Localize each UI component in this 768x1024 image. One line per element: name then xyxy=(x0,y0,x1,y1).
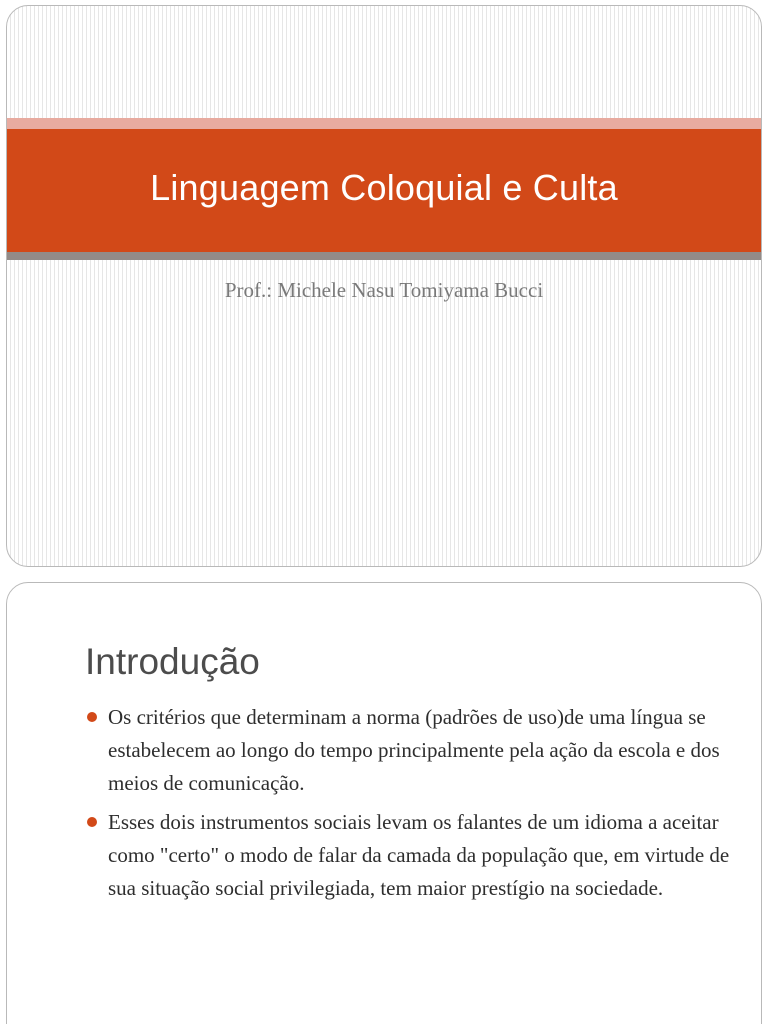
bullet-dot-icon xyxy=(87,712,97,722)
bullet-list xyxy=(87,701,737,911)
title-top-stripe xyxy=(7,118,761,129)
slide-title: Linguagem Coloquial e Culta xyxy=(150,166,618,208)
list-item xyxy=(87,701,737,800)
bullet-text: Os critérios que determinam a norma (padrões de uso)de uma língua se estabelecem ao longo do tempo principalmente pela ação da escola e dos meios de comunicação. xyxy=(108,705,720,795)
title-bottom-stripe xyxy=(7,252,761,260)
title-slide xyxy=(6,5,762,567)
content-slide xyxy=(6,582,762,1024)
slide-subtitle: Prof.: Michele Nasu Tomiyama Bucci xyxy=(224,278,544,302)
bullet-text: Esses dois instrumentos sociais levam os falantes de um idioma a aceitar como "certo" o modo de falar da camada da população que, em virtude de sua situação social privilegiada, tem maior prestígio na sociedade. xyxy=(108,810,730,900)
bullet-dot-icon xyxy=(87,817,97,827)
title-band xyxy=(7,129,761,252)
content-slide-title: Introdução xyxy=(85,641,260,682)
list-item xyxy=(87,806,737,905)
